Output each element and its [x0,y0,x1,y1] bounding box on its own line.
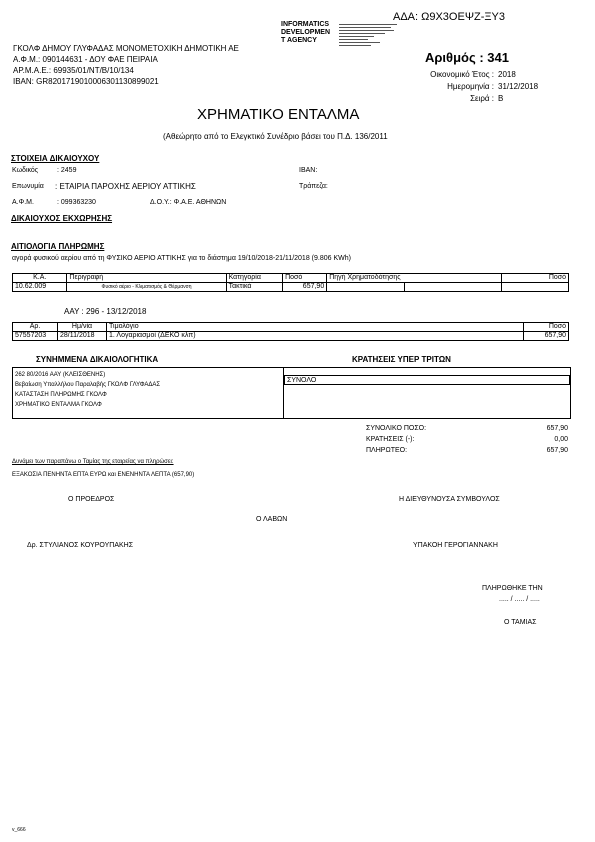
date-label: Ημερομηνία : [447,82,494,91]
invoice-desc: 1. Λογαριασμοί (ΔΕΚΟ κλπ) [107,332,524,341]
list-item: ΚΑΤΑΣΤΑΣΗ ΠΛΗΡΩΜΗΣ ΓΚΟΛΦ [15,392,107,398]
agency-logo-text [281,21,330,45]
list-item: Βεβαίωση Υπαλλήλου Παραλαβής ΓΚΟΛΦ ΓΛΥΦΑΔΑΣ [15,382,161,388]
beneficiary-iban-label: IBAN: [299,167,318,174]
date-value: 31/12/2018 [498,82,539,91]
ceo-name: ΥΠΑΚΟΗ ΓΕΡΟΓΙΑΝΝΑΚΗ [413,542,498,549]
agency-logo-graphic [339,22,397,48]
beneficiary-code-label: Κωδικός [12,167,39,174]
invoice-date: 28/11/2018 [58,332,107,341]
col-funding-source: Πηγή Χρηματοδότησης [327,274,405,283]
series-value: Β [498,94,504,103]
total-value: 657,90 [546,425,568,432]
invoice-table-header [13,323,569,332]
row-ka: 10.62.009 [13,283,67,292]
beneficiary-name: : ΕΤΑΙΡΙΑ ΠΑΡΟΧΗΣ ΑΕΡΙΟΥ ΑΤΤΙΚΗΣ [55,182,196,191]
row-funding-amount [502,283,569,292]
col-category: Κατηγορία [226,274,282,283]
beneficiary-afm-label: Α.Φ.Μ. [12,199,34,206]
series-label: Σειρά : [470,94,494,103]
col-description: Περιγραφή [67,274,226,283]
supporting-docs-heading: ΣΥΝΗΜΜΕΝΑ ΔΙΚΑΙΟΛΟΓΗΤΙΚΑ [36,355,159,364]
warrant-meta [398,69,550,105]
totals-values [520,423,568,456]
col-invoice-no: Αρ. [13,323,58,332]
footer-code: v_666 [12,827,26,833]
justification-heading: ΑΙΤΙΟΛΟΓΙΑ ΠΛΗΡΩΜΗΣ [11,242,105,251]
aay-reference: ΑΑΥ : 296 - 13/12/2018 [64,307,147,316]
fiscal-year-value: 2018 [498,70,516,79]
issuer-name: ΓΚΟΛΦ ΔΗΜΟΥ ΓΛΥΦΑΔΑΣ ΜΟΝΟΜΕΤΟΧΙΚΗ ΔΗΜΟΤΙΚΗ ΑΕ [13,44,239,53]
table-row [13,332,569,341]
row-description: Φυσικό αέριο - Κλιματισμός & Θέρμανση [67,283,226,292]
issuer-afm: Α.Φ.Μ.: 090144631 - ΔΟΥ ΦΑΕ ΠΕΙΡΑΙΑ [13,55,158,64]
cashier-note: Δυνάμει των παραπάνω ο Ταμίας της εταιρείας να πληρώσει: [12,459,174,465]
supporting-docs-list [15,370,160,410]
amount-in-words: ΕΞΑΚΟΣΙΑ ΠΕΝΗΝΤΑ ΕΠΤΑ ΕΥΡΩ και ΕΝΕΝΗΝΤΑ ΛΕΠΤΑ (657,90) [12,472,195,478]
total-label: ΣΥΝΟΛΙΚΟ ΠΟΣΟ: [366,425,427,432]
invoice-amount: 657,90 [524,332,569,341]
beneficiary-code: : 2459 [57,167,77,174]
recipient-title: Ο ΛΑΒΩΝ [256,516,288,523]
totals-labels [366,423,426,456]
agency-line-2: DEVELOPMEN [281,29,331,36]
col-ka: Κ.Α. [13,274,67,283]
beneficiary-doy: Δ.Ο.Υ.: Φ.Α.Ε. ΑΘΗΝΩΝ [150,199,227,206]
agency-line-3: T AGENCY [281,37,317,44]
withholdings-heading: ΚΡΑΤΗΣΕΙΣ ΥΠΕΡ ΤΡΙΤΩΝ [352,355,451,364]
ada-code: ΑΔΑ: Ω9Χ3ΟΕΨΖ-ΞΥ3 [393,11,505,23]
row-funding-source [327,283,405,292]
paid-date: ..... / ..... / ..... [499,596,540,603]
row-amount: 657,90 [283,283,327,292]
withholdings-total-label: ΣΥΝΟΛΟ [284,375,570,385]
assignment-heading: ΔΙΚΑΙΟΥΧΟΣ ΕΚΧΩΡΗΣΗΣ [11,214,113,223]
list-item: 262 80/2016 ΑΑΥ (ΚΛΕΙΣΘΕΝΗΣ) [15,372,106,378]
issuer-block [13,43,239,87]
issuer-iban: IBAN: GR8201719010006301130899021 [13,77,159,86]
invoice-table [12,322,569,341]
beneficiary-afm: : 099363230 [57,199,96,206]
president-name: Δρ. ΣΤΥΛΙΑΝΟΣ ΚΟΥΡΟΥΠΑΚΗΣ [27,542,134,549]
issuer-arma: ΑΡ.Μ.Α.Ε.: 69935/01/ΝΤ/Β/10/134 [13,66,134,75]
document-title: ΧΡΗΜΑΤΙΚΟ ΕΝΤΑΛΜΑ [197,106,360,123]
president-title: Ο ΠΡΟΕΔΡΟΣ [68,496,115,503]
justification-text: αγορά φυσικού αερίου από τη ΦΥΣΙΚΟ ΑΕΡΙΟ ΑΤΤΙΚΗΣ για το διάστημα 19/10/2018-21/11/2018 (9.806 KWh) [12,255,351,262]
budget-table [12,273,569,292]
list-item: ΧΡΗΜΑΤΙΚΟ ΕΝΤΑΛΜΑ ΓΚΟΛΦ [15,402,102,408]
budget-table-header [13,274,569,283]
table-row [13,283,569,292]
warrant-number: Αριθμός : 341 [425,50,509,65]
withholdings-total-label-line: ΚΡΑΤΗΣΕΙΣ (-): [366,436,415,443]
cashier-title: Ο ΤΑΜΙΑΣ [504,619,537,626]
row-category: Τακτικά [226,283,282,292]
agency-line-1: INFORMATICS [281,21,330,28]
col-amount: Ποσό [283,274,327,283]
withholdings-value: 0,00 [554,436,568,443]
paid-label: ΠΛΗΡΩΘΗΚΕ ΤΗΝ [482,585,543,592]
col-invoice-date: Ημ/νία [58,323,107,332]
col-funding-amount: Ποσό [502,274,569,283]
invoice-no: 57557203 [13,332,58,341]
payable-label: ΠΛΗΡΩΤΕΟ: [366,447,408,454]
beneficiary-bank-label: Τράπεζα: [299,183,328,190]
beneficiary-heading: ΣΤΟΙΧΕΙΑ ΔΙΚΑΙΟΥΧΟΥ [11,154,100,163]
ceo-title: Η ΔΙΕΥΘΥΝΟΥΣΑ ΣΥΜΒΟΥΛΟΣ [399,496,500,503]
col-invoice-desc: Τιμολόγιο [107,323,524,332]
fiscal-year-label: Οικονομικό Έτος : [430,70,494,79]
document-subtitle: (Αθεώρητο από το Ελεγκτικό Συνέδριο βάσει του Π.Δ. 136/2011 [163,132,388,141]
payable-value: 657,90 [546,447,568,454]
col-invoice-amount: Ποσό [524,323,569,332]
beneficiary-name-label: Επωνυμία [12,183,44,190]
